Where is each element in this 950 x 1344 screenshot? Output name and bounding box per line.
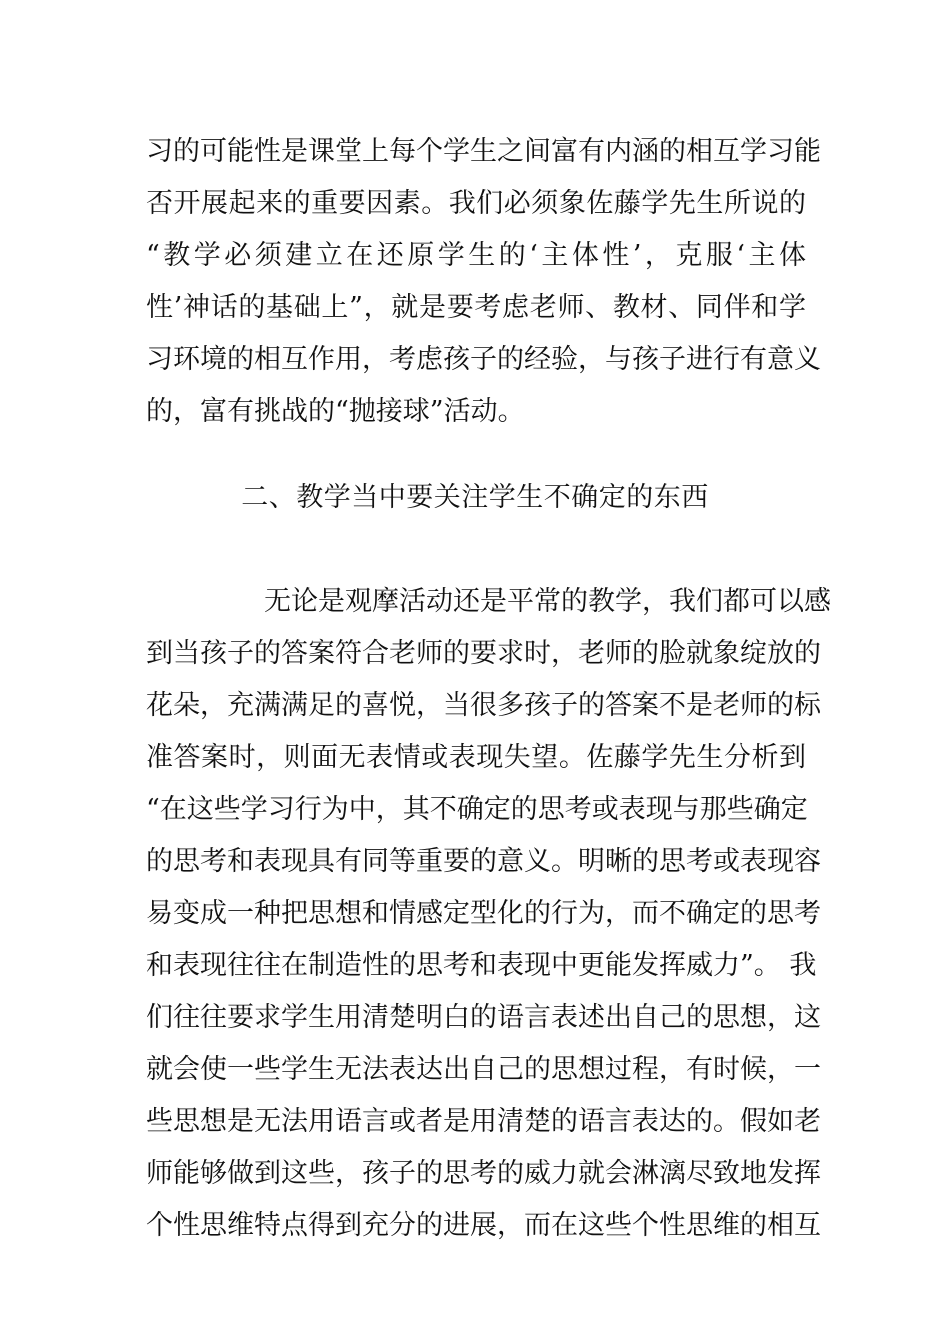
paragraph-line: 易变成一种把思想和情感定型化的行为，而不确定的思考 bbox=[146, 898, 821, 929]
paragraph-line: 性’神话的基础上”，就是要考虑老师、教材、同伴和学 bbox=[146, 292, 806, 323]
paragraph-line: 否开展起来的重要因素。我们必须象佐藤学先生所说的 bbox=[146, 188, 806, 219]
paragraph-line: 个性思维特点得到充分的进展，而在这些个性思维的相互 bbox=[146, 1210, 821, 1241]
paragraph-line: “教学必须建立在还原学生的‘主体性’，克服‘主体 bbox=[146, 240, 806, 271]
paragraph-line: 的思考和表现具有同等重要的意义。明晰的思考或表现容 bbox=[146, 846, 821, 877]
paragraph-line: 和表现往往在制造性的思考和表现中更能发挥威力”。 我 bbox=[146, 950, 817, 981]
paragraph-line: 师能够做到这些，孩子的思考的威力就会淋漓尽致地发挥 bbox=[146, 1158, 821, 1189]
paragraph-line: 习环境的相互作用，考虑孩子的经验，与孩子进行有意义 bbox=[146, 344, 821, 375]
paragraph-line: 些思想是无法用语言或者是用清楚的语言表达的。假如老 bbox=[146, 1106, 821, 1137]
section-heading: 二、教学当中要关注学生不确定的东西 bbox=[241, 482, 709, 513]
paragraph-line: 无论是观摩活动还是平常的教学，我们都可以感 bbox=[264, 586, 831, 617]
paragraph-line: 花朵，充满满足的喜悦，当很多孩子的答案不是老师的标 bbox=[146, 690, 821, 721]
paragraph-line: “在这些学习行为中，其不确定的思考或表现与那些确定 bbox=[146, 794, 808, 825]
paragraph-line: 们往往要求学生用清楚明白的语言表述出自己的思想，这 bbox=[146, 1002, 821, 1033]
paragraph-line: 到当孩子的答案符合老师的要求时，老师的脸就象绽放的 bbox=[146, 638, 821, 669]
paragraph-line: 的，富有挑战的“抛接球”活动。 bbox=[146, 396, 525, 427]
paragraph-line: 就会使一些学生无法表达出自己的思想过程，有时候，一 bbox=[146, 1054, 821, 1085]
paragraph-line: 习的可能性是课堂上每个学生之间富有内涵的相互学习能 bbox=[146, 136, 821, 167]
paragraph-line: 准答案时，则面无表情或表现失望。佐藤学先生分析到 bbox=[146, 742, 806, 773]
